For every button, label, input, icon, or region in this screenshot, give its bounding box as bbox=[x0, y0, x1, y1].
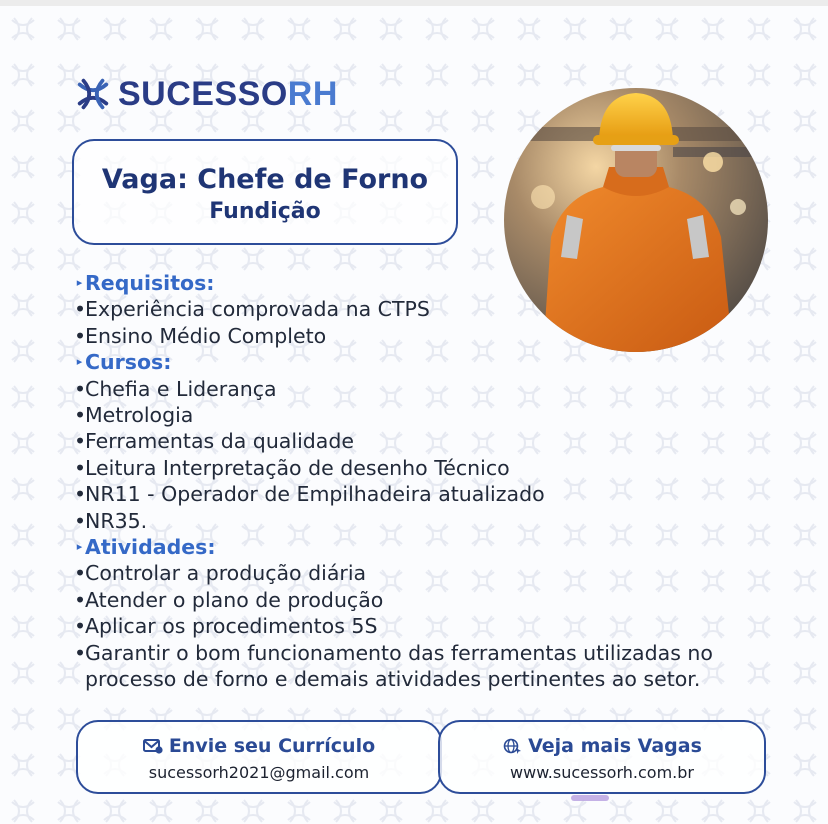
list-item bbox=[74, 613, 764, 639]
brand-name bbox=[118, 77, 338, 111]
section-heading-text: Atividades: bbox=[85, 535, 216, 560]
bullet-icon: • bbox=[74, 429, 87, 454]
contact-email: sucessorh2021@gmail.com bbox=[148, 763, 370, 782]
email-icon bbox=[143, 738, 163, 754]
list-item-text: NR35. bbox=[85, 508, 148, 533]
globe-icon bbox=[502, 738, 522, 754]
brand-name-accent: RH bbox=[287, 75, 338, 113]
list-item bbox=[74, 560, 764, 586]
list-item bbox=[74, 323, 764, 349]
list-item-text: Ensino Médio Completo bbox=[85, 323, 327, 348]
send-resume-label: Envie seu Currículo bbox=[168, 735, 376, 757]
bullet-icon: • bbox=[74, 323, 87, 348]
brand-logo bbox=[74, 74, 338, 114]
list-item bbox=[74, 376, 764, 402]
list-item-text: Experiência comprovada na CTPS bbox=[85, 297, 430, 322]
bullet-icon: • bbox=[74, 508, 87, 533]
job-title-card bbox=[72, 139, 458, 245]
bullet-icon: • bbox=[74, 640, 87, 665]
bullet-icon: • bbox=[74, 561, 87, 586]
bullet-icon: • bbox=[74, 297, 87, 322]
job-title: Vaga: Chefe de Forno bbox=[101, 164, 429, 195]
bullet-icon: • bbox=[74, 614, 87, 639]
bullet-icon: • bbox=[74, 587, 87, 612]
list-item bbox=[74, 481, 764, 507]
job-details bbox=[74, 270, 764, 693]
bullet-icon: • bbox=[74, 455, 87, 480]
list-item bbox=[74, 402, 764, 428]
brand-name-main: SUCESSO bbox=[118, 75, 288, 113]
arrow-bullet-icon: ▸ bbox=[76, 276, 83, 289]
more-jobs-label: Veja mais Vagas bbox=[528, 735, 702, 757]
logo-knot-icon bbox=[74, 75, 112, 113]
send-resume-button[interactable] bbox=[76, 720, 442, 794]
more-jobs-title bbox=[440, 735, 764, 757]
list-item bbox=[74, 428, 764, 454]
bullet-icon: • bbox=[74, 376, 87, 401]
section-heading bbox=[74, 270, 764, 296]
list-item bbox=[74, 508, 764, 534]
arrow-bullet-icon: ▸ bbox=[76, 540, 83, 554]
section-heading-text: Requisitos: bbox=[85, 271, 215, 295]
more-jobs-button[interactable] bbox=[438, 720, 766, 794]
section-heading bbox=[74, 349, 764, 375]
list-item-text: Aplicar os procedimentos 5S bbox=[85, 614, 378, 639]
list-item-text: Leitura Interpretação de desenho Técnico bbox=[85, 455, 510, 480]
list-item bbox=[74, 587, 764, 613]
website-link[interactable]: www.sucessorh.com.br bbox=[510, 763, 694, 782]
list-item-text: Atender o plano de produção bbox=[85, 587, 384, 612]
list-item bbox=[74, 296, 764, 322]
job-department: Fundição bbox=[209, 199, 321, 224]
bullet-icon: • bbox=[74, 482, 87, 507]
link-highlight bbox=[571, 795, 609, 801]
list-item bbox=[74, 640, 764, 693]
list-item-text: Metrologia bbox=[85, 403, 194, 428]
list-item bbox=[74, 455, 764, 481]
list-item-text: Garantir o bom funcionamento das ferramentas utilizadas no processo de forno e demais atividades pertinentes ao setor. bbox=[85, 640, 713, 692]
list-item-text: Controlar a produção diária bbox=[85, 561, 367, 586]
arrow-bullet-icon: ▸ bbox=[76, 355, 83, 369]
bullet-icon: • bbox=[74, 403, 87, 428]
list-item-text: Ferramentas da qualidade bbox=[85, 429, 354, 454]
list-item-text: NR11 - Operador de Empilhadeira atualizado bbox=[85, 482, 545, 507]
send-resume-title bbox=[78, 735, 440, 757]
list-item-text: Chefia e Liderança bbox=[85, 376, 277, 401]
section-heading bbox=[74, 534, 764, 560]
section-heading-text: Cursos: bbox=[85, 350, 172, 375]
